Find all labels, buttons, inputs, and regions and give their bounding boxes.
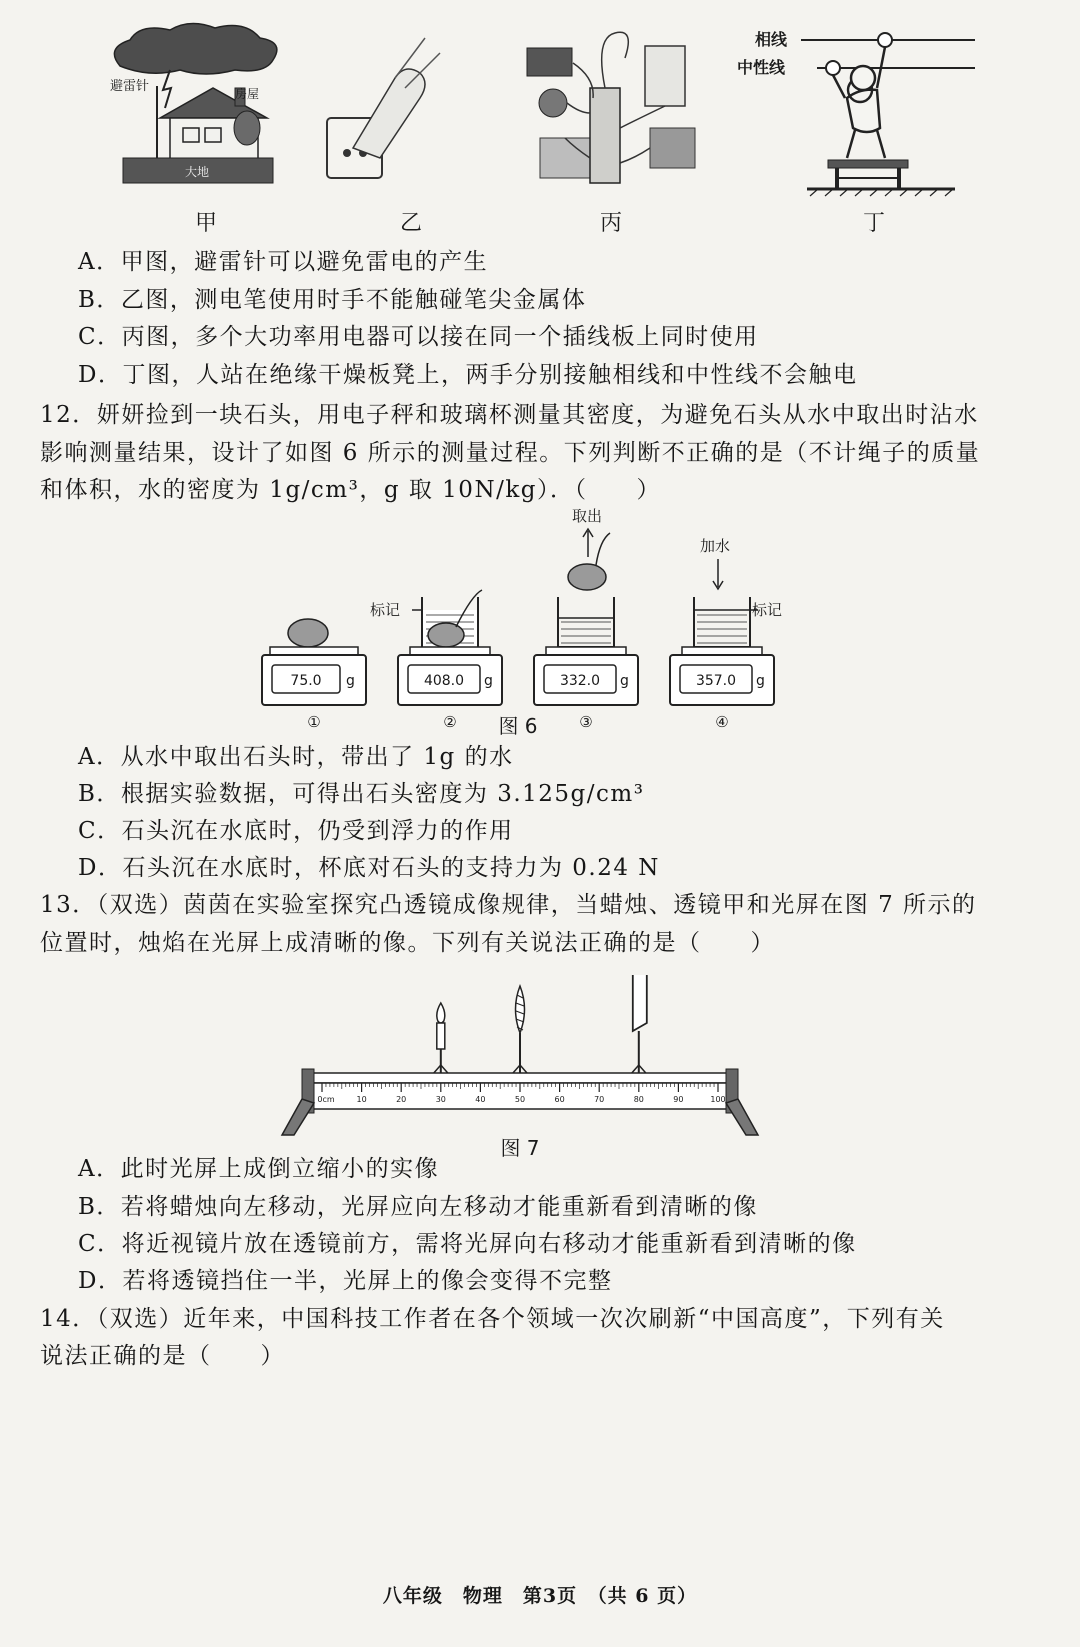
q14-stem-line: 说法正确的是（ ） (40, 1343, 285, 1369)
tick-label: 90 (673, 1095, 684, 1104)
scale-pan (546, 647, 626, 655)
caption-yi: 乙 (400, 211, 423, 236)
q12-stem-line: 和体积，水的密度为 1g/cm³，g 取 10N/kg）．（ ） (40, 477, 661, 503)
stone (288, 619, 328, 647)
screen-panel (633, 975, 647, 1031)
q12-option-c: C．石头沉在水底时，仍受到浮力的作用 (78, 818, 514, 844)
q11-option-a: A．甲图，避雷针可以避免雷电的产生 (78, 249, 489, 275)
scale-step-4 (670, 537, 782, 731)
q12-option-b: B．根据实验数据，可得出石头密度为 3.125g/cm³ (78, 781, 645, 807)
figure-6-density-setup (250, 505, 790, 735)
person-head (851, 66, 875, 90)
q14-stem-line: 14．（双选）近年来，中国科技工作者在各个领域一次次刷新“中国高度”，下列有关 (40, 1306, 945, 1332)
scale-unit: g (620, 673, 629, 689)
figure-7-caption: 图 7 (500, 1136, 540, 1160)
scale-unit: g (484, 673, 493, 689)
appliance (540, 138, 590, 178)
socket-hole (343, 149, 351, 157)
bench-rail (310, 1073, 730, 1083)
person-hand (826, 61, 840, 75)
tick-label: 40 (475, 1095, 486, 1104)
label-live-wire: 相线 (755, 30, 788, 49)
candle (434, 1003, 448, 1073)
lens-body (516, 986, 525, 1033)
q13-option-c: C．将近视镜片放在透镜前方，需将光屏向右移动才能重新看到清晰的像 (78, 1231, 857, 1257)
step-number: ③ (579, 713, 593, 731)
label-takeout: 取出 (572, 507, 603, 525)
tick-label: 10 (356, 1095, 367, 1104)
water-lines (697, 615, 747, 643)
candle-flame (437, 1003, 445, 1023)
step-number: ④ (715, 713, 729, 731)
scale-step-1 (262, 619, 366, 731)
water-lines (561, 622, 611, 643)
string (596, 533, 610, 565)
page-footer: 八年级 物理 第3页 （共 6 页） (382, 1585, 698, 1607)
caption-jia: 甲 (195, 211, 218, 236)
label-mark: 标记 (370, 601, 401, 619)
insulating-stool-top (828, 160, 908, 168)
stone (568, 564, 606, 590)
stone (428, 623, 464, 647)
person-body (833, 47, 885, 158)
scale-pan (410, 647, 490, 655)
bench-leg (282, 1099, 314, 1135)
step-number: ① (307, 713, 321, 731)
scale-unit: g (346, 673, 355, 689)
figure-7-optical-bench (280, 975, 780, 1160)
tick-label: 60 (554, 1095, 565, 1104)
q11-option-b: B．乙图，测电笔使用时手不能触碰笔尖金属体 (78, 287, 587, 313)
light-screen (632, 975, 647, 1073)
q11-option-c: C．丙图，多个大功率用电器可以接在同一个插线板上同时使用 (78, 324, 759, 350)
q13-stem-line: 位置时，烛焰在光屏上成清晰的像。下列有关说法正确的是（ ） (40, 930, 775, 956)
power-strip (590, 88, 620, 183)
figure-electrical-safety (95, 18, 995, 243)
test-pen-hand (353, 69, 425, 158)
caption-ding: 丁 (863, 211, 886, 236)
label-addwater: 加水 (700, 537, 731, 555)
person-hand (878, 33, 892, 47)
panel-bing (527, 32, 695, 236)
scale-step-3 (534, 507, 638, 731)
label-lightning-rod: 避雷针 (110, 79, 150, 94)
q12-option-a: A．从水中取出石头时，带出了 1g 的水 (78, 744, 514, 770)
scale-pan (270, 647, 358, 655)
tick-label: 50 (514, 1095, 526, 1104)
scale-reading: 408.0 (423, 673, 465, 689)
q13-option-d: D．若将透镜挡住一半，光屏上的像会变得不完整 (78, 1268, 613, 1294)
q12-stem-line: 12．妍妍捡到一块石头，用电子秤和玻璃杯测量其密度，为避免石头从水中取出时沾水 (40, 402, 979, 428)
q13-option-b: B．若将蜡烛向左移动，光屏应向左移动才能重新看到清晰的像 (78, 1194, 758, 1220)
label-mark: 标记 (752, 601, 783, 619)
label-ground: 大地 (185, 165, 210, 179)
tick-label: 20 (396, 1095, 407, 1104)
scale-step-2 (370, 590, 502, 731)
q13-stem-line: 13．（双选）茵茵在实验室探究凸透镜成像规律，当蜡烛、透镜甲和光屏在图 7 所示的 (40, 892, 977, 918)
label-house: 房屋 (235, 87, 260, 101)
bench-leg (726, 1099, 758, 1135)
lightning-bolt (163, 70, 171, 108)
scale-unit: g (756, 673, 765, 689)
step-number: ② (443, 713, 457, 731)
appliance (645, 46, 685, 106)
label-neutral-wire: 中性线 (737, 58, 786, 77)
scale-reading: 332.0 (559, 673, 601, 689)
tick-label: 70 (594, 1095, 605, 1104)
storm-cloud (114, 23, 277, 74)
appliance (527, 48, 572, 76)
appliance (539, 89, 567, 117)
scale-pan (682, 647, 762, 655)
tick-label: 0cm (317, 1095, 335, 1104)
caption-bing: 丙 (600, 211, 623, 236)
tick-label: 80 (633, 1095, 644, 1104)
panel-ding (737, 30, 975, 236)
figure-6-caption: 图 6 (498, 714, 538, 735)
q13-option-a: A．此时光屏上成倒立缩小的实像 (78, 1156, 440, 1182)
q12-option-d: D．石头沉在水底时，杯底对石头的支持力为 0.24 N (78, 855, 660, 881)
q11-option-d: D．丁图，人站在绝缘干燥板凳上，两手分别接触相线和中性线不会触电 (78, 362, 858, 388)
tick-label: 30 (435, 1095, 446, 1104)
panel-yi (327, 38, 440, 236)
candle-body (437, 1023, 445, 1049)
scale-reading: 75.0 (290, 673, 322, 689)
tick-label: 100 (710, 1095, 726, 1104)
tree (234, 111, 260, 145)
panel-jia (110, 23, 277, 236)
q12-stem-line: 影响测量结果，设计了如图 6 所示的测量过程。下列判断不正确的是（不计绳子的质量 (40, 440, 981, 466)
appliance (650, 128, 695, 168)
convex-lens (513, 986, 527, 1073)
scale-reading: 357.0 (695, 673, 737, 689)
